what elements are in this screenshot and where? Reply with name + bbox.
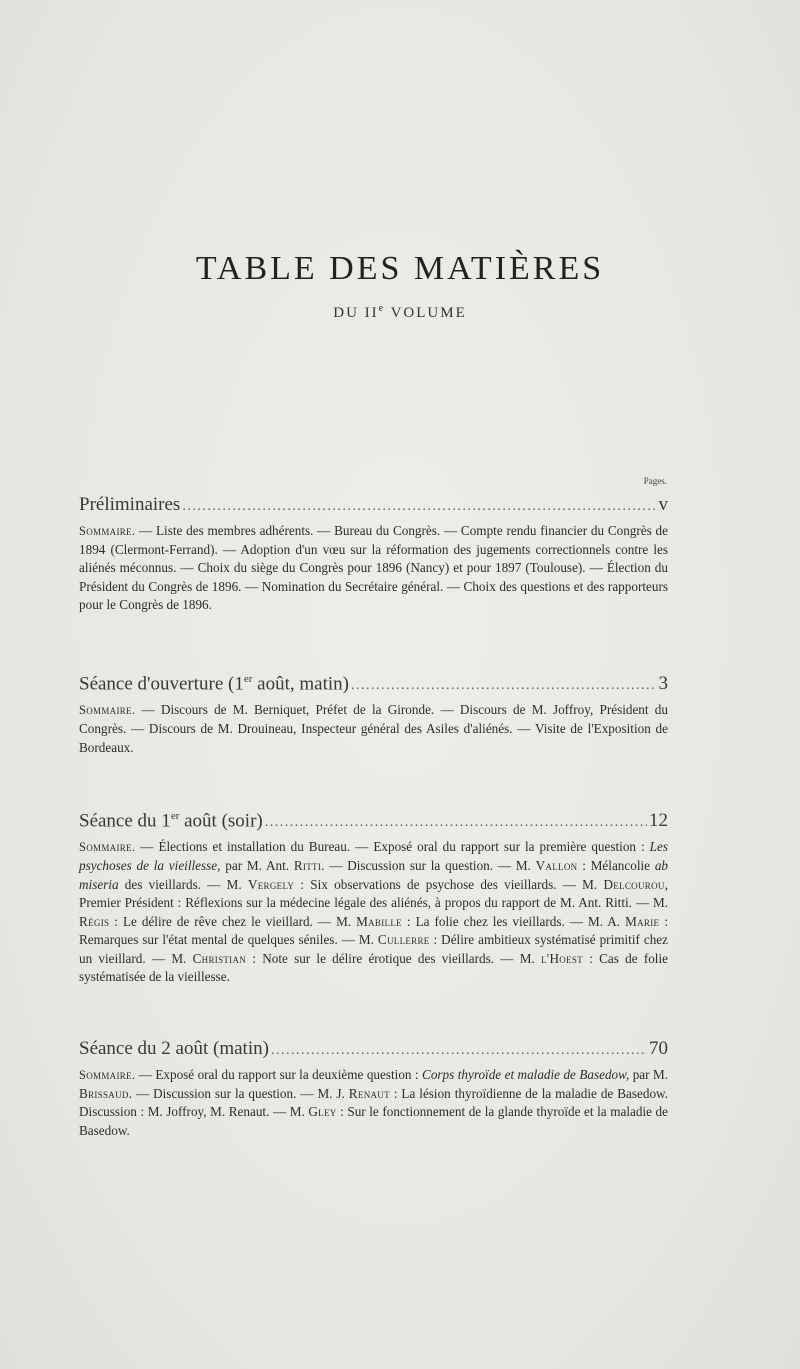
author-name: l'Hoest <box>540 950 583 966</box>
subtitle-sup: e <box>378 303 386 314</box>
summary-text: : La folie chez les vieillards. — M. A. <box>401 913 626 929</box>
toc-summary <box>79 701 668 757</box>
subtitle-suffix: VOLUME <box>385 305 467 321</box>
summary-text: — Élections et installation du Bureau. — Exposé oral du rapport sur la première question : <box>135 839 650 855</box>
summary-text: : Mélancolie <box>577 857 655 873</box>
toc-heading <box>79 673 668 695</box>
heading-sup: er <box>170 810 180 822</box>
dot-leader <box>271 1043 647 1059</box>
summary-text: : Le délire de rêve chez le vieillard. — M. <box>109 913 357 929</box>
toc-heading <box>79 494 668 516</box>
toc-page-number: 70 <box>649 1038 668 1059</box>
summary-text: — Liste des membres adhérents. — Bureau du Congrès. — Compte rendu financier du Congrès de 1894 (Clermont-Ferrand). — Adoption d'un vœu sur la réformation des jugements correctionnels contre les aliénés méconnus. — Choix du siège du Congrès pour 1896 (Nancy) et pour 1897 (Toulouse). — Élection du Président du Congrès de 1896. — Nomination du Secrétaire général. — Choix des questions et des rapporteurs pour le Congrès de 1896. <box>79 523 668 613</box>
heading-sup: er <box>243 673 253 685</box>
summary-text: par M. Ant. <box>220 857 294 873</box>
italic-title: Les psychoses de la vieillesse, <box>79 839 668 873</box>
summary-label: Sommaire. <box>79 1068 136 1082</box>
summary-text: : Remarques sur l'état mental de quelques séniles. — M. <box>79 913 668 948</box>
summary-text: : Sur le fonctionnement de la glande thyroïde et la maladie de Basedow. <box>79 1104 668 1138</box>
page-subtitle <box>0 303 800 322</box>
summary-text: : Cas de folie systématisée de la vieillesse. <box>79 950 668 985</box>
toc-summary <box>79 1066 668 1140</box>
summary-text: : Délire ambitieux systématisé primitif chez un vieillard. — M. <box>79 932 668 966</box>
author-name: Brissaud <box>79 1085 129 1101</box>
author-name: Gley <box>308 1104 337 1120</box>
summary-text: — Discours de M. Berniquet, Préfet de la Gironde. — Discours de M. Joffroy, Président du Congrès. — Discours de M. Drouineau, Inspecteur général des Asiles d'aliénés. — Visite de l'Exposition de Bordeaux. <box>79 702 668 755</box>
author-name: Marie <box>625 913 660 929</box>
toc-heading <box>79 1038 668 1060</box>
toc-summary <box>79 838 668 987</box>
summary-text: par M. <box>629 1067 669 1082</box>
summary-text: — Exposé oral du rapport sur la deuxième question : <box>135 1067 423 1082</box>
toc-entry-seance-2-aout-matin <box>79 1038 668 1140</box>
toc-heading-text: Séance du 2 août (matin) <box>79 1038 269 1059</box>
author-name: Vergely <box>247 876 295 892</box>
author-name: Ritti <box>293 857 322 873</box>
author-name: Renaut <box>348 1085 390 1101</box>
author-name: Cullerre <box>377 932 430 948</box>
author-name: Régis <box>79 913 110 929</box>
summary-text: , Premier Président : Réflexions sur la médecine légale des aliénés, à propos du rapport de M. Ant. Ritti. — M. <box>79 876 668 911</box>
toc-page-number: 3 <box>658 673 668 695</box>
toc-heading-text <box>79 810 263 832</box>
toc-entry-seance-1-aout-soir <box>79 810 668 987</box>
page-title: TABLE DES MATIÈRES <box>195 250 605 287</box>
toc-heading-text: Préliminaires <box>79 494 181 515</box>
summary-text: . — Discussion sur la question. — M. J. <box>128 1085 349 1101</box>
summary-label: Sommaire. <box>79 524 136 538</box>
italic-title: Corps thyroïde et maladie de Basedow, <box>422 1067 630 1082</box>
summary-text: : La lésion thyroïdienne de la maladie de Basedow. Discussion : M. Joffroy, M. Renaut. — M. <box>79 1085 668 1120</box>
summary-text: : Six observations de psychose des vieillards. — M. <box>294 876 604 892</box>
toc-summary <box>79 522 668 615</box>
heading-part: Séance d'ouverture (1 <box>79 673 244 695</box>
dot-leader <box>182 499 656 515</box>
toc-page-number: 12 <box>649 810 668 832</box>
author-name: Vallon <box>535 857 578 873</box>
summary-label: Sommaire. <box>79 703 136 718</box>
heading-part: août (soir) <box>179 810 263 832</box>
summary-label: Sommaire. <box>79 840 136 855</box>
summary-text: : Note sur le délire érotique des vieillards. — M. <box>246 950 541 966</box>
toc-entry-seance-ouverture <box>79 673 668 757</box>
dot-leader <box>351 678 657 694</box>
author-name: Mabille <box>356 913 402 929</box>
author-name: Delcourou <box>603 876 665 892</box>
pages-column-label: Pages. <box>643 476 667 486</box>
heading-part: Séance du 1 <box>79 810 171 832</box>
heading-part: août, matin) <box>252 673 349 695</box>
toc-entry-preliminaires <box>79 494 668 615</box>
toc-page-number: v <box>658 494 668 515</box>
toc-heading-text <box>79 673 349 695</box>
summary-text: des vieillards. — M. <box>118 876 248 892</box>
summary-text: . — Discussion sur la question. — M. <box>321 857 536 873</box>
dot-leader <box>265 815 647 831</box>
subtitle-prefix: DU II <box>333 305 379 321</box>
author-name: Christian <box>192 950 247 966</box>
toc-heading <box>79 810 668 832</box>
italic-phrase: ab miseria <box>79 857 669 892</box>
